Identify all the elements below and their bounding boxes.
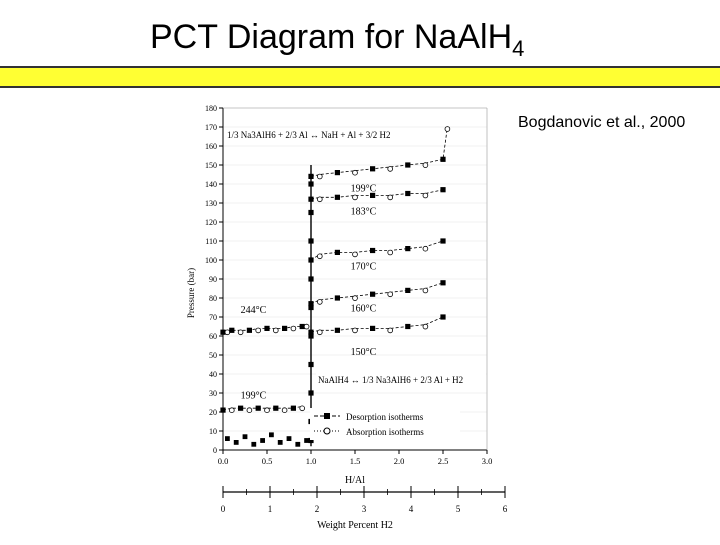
absorption-point: [238, 330, 243, 335]
desorption-point: [440, 238, 445, 243]
series-line: [223, 406, 302, 410]
desorption-point: [440, 157, 445, 162]
y-tick-label: 40: [209, 370, 217, 379]
weight-percent-axis: [221, 486, 508, 514]
absorption-point: [317, 254, 322, 259]
reaction-bottom-label: NaAlH4 ↔ 1/3 Na3AlH6 + 2/3 Al + H2: [318, 375, 464, 385]
x-tick-label: 2.0: [393, 456, 405, 466]
y-tick-label: 70: [209, 313, 217, 322]
y-tick-label: 60: [209, 332, 217, 341]
low-pressure-point: [234, 440, 239, 445]
series-label: 199°C: [240, 390, 267, 402]
y-tick-label: 170: [205, 123, 217, 132]
y-tick-label: 160: [205, 142, 217, 151]
y-tick-label: 90: [209, 275, 217, 284]
desorption-point: [247, 328, 252, 333]
desorption-point: [273, 406, 278, 411]
absorption-point: [423, 324, 428, 329]
y-axis-label: Pressure (bar): [186, 267, 196, 319]
pct-chart-svg: [180, 98, 520, 540]
y-tick-label: 20: [209, 408, 217, 417]
x2-tick-label: 5: [455, 504, 461, 514]
absorption-point: [317, 300, 322, 305]
desorption-point: [256, 406, 261, 411]
low-pressure-point: [251, 442, 256, 447]
series-label: 160°C: [350, 303, 377, 315]
desorption-point: [405, 324, 410, 329]
absorption-point: [353, 252, 358, 257]
desorption-point: [335, 250, 340, 255]
y-tick-label: 150: [205, 161, 217, 170]
title-accent-bar: [0, 66, 720, 88]
x-tick-label: 1.0: [305, 456, 317, 466]
x2-tick-label: 6: [502, 504, 508, 514]
x-tick-label: 0.5: [261, 456, 273, 466]
x-tick-label: 3.0: [481, 456, 493, 466]
absorption-point: [388, 195, 393, 200]
desorption-point: [440, 187, 445, 192]
absorption-point: [265, 408, 270, 413]
desorption-point: [405, 162, 410, 167]
absorption-point: [388, 292, 393, 297]
slide-title-main: PCT Diagram for NaAlH: [150, 18, 513, 56]
transition-point: [308, 362, 313, 367]
x-tick-label: 0.0: [217, 456, 229, 466]
absorption-point: [423, 288, 428, 293]
x-axis-label: H/Al: [345, 475, 365, 486]
desorption-point: [282, 326, 287, 331]
x-tick-label: 1.5: [349, 456, 361, 466]
y-tick-label: 10: [209, 427, 217, 436]
desorption-point: [440, 314, 445, 319]
absorption-point: [388, 167, 393, 172]
low-pressure-point: [260, 438, 265, 443]
absorption-point: [291, 326, 296, 331]
absorption-point: [423, 246, 428, 251]
low-pressure-point: [278, 440, 283, 445]
absorption-point: [300, 406, 305, 411]
desorption-point: [220, 408, 225, 413]
absorption-point: [247, 408, 252, 413]
transition-point: [308, 181, 313, 186]
absorption-point: [353, 195, 358, 200]
series-line: [311, 241, 443, 260]
desorption-point: [264, 326, 269, 331]
pct-chart: [180, 98, 520, 540]
x2-tick-label: 2: [314, 504, 320, 514]
low-pressure-point: [295, 442, 300, 447]
desorption-point: [370, 326, 375, 331]
absorption-point: [353, 296, 358, 301]
absorption-point: [388, 328, 393, 333]
y-tick-label: 30: [209, 389, 217, 398]
low-pressure-point: [225, 436, 230, 441]
x2-tick-label: 1: [267, 504, 273, 514]
y-tick-label: 130: [205, 199, 217, 208]
desorption-point: [335, 170, 340, 175]
y-tick-label: 0: [213, 446, 217, 455]
reaction-top-box: [227, 130, 390, 140]
y-tick-label: 80: [209, 294, 217, 303]
absorption-point: [388, 250, 393, 255]
citation: Bogdanovic et al., 2000: [518, 114, 686, 131]
transition-point: [308, 210, 313, 215]
desorption-point: [405, 246, 410, 251]
transition-point: [308, 390, 313, 395]
legend-marker-desorption: [324, 413, 330, 419]
transition-point: [308, 238, 313, 243]
x2-tick-label: 0: [220, 504, 226, 514]
series-label: 183°C: [350, 206, 377, 218]
series-line: [311, 283, 443, 304]
series-line: [311, 317, 443, 332]
legend: [310, 408, 460, 440]
transition-point: [308, 333, 313, 338]
series-label: 150°C: [350, 347, 377, 358]
desorption-point: [291, 406, 296, 411]
y-tick-label: 100: [205, 256, 217, 265]
x2-tick-label: 4: [408, 504, 414, 514]
y-tick-label: 120: [205, 218, 217, 227]
desorption-point: [238, 406, 243, 411]
absorption-point: [317, 174, 322, 179]
low-pressure-point: [243, 434, 248, 439]
low-pressure-point: [287, 436, 292, 441]
desorption-point: [335, 195, 340, 200]
series-label: 170°C: [350, 261, 377, 273]
x2-axis-label: Weight Percent H2: [317, 520, 393, 531]
absorption-point: [353, 328, 358, 333]
x2-tick-label: 3: [361, 504, 367, 514]
absorption-point: [353, 170, 358, 175]
desorption-point: [229, 328, 234, 333]
legend-label-absorption: Absorption isotherms: [346, 427, 424, 437]
desorption-point: [370, 248, 375, 253]
desorption-point: [335, 295, 340, 300]
desorption-point: [370, 292, 375, 297]
transition-point: [308, 305, 313, 310]
reaction-bottom-box: [316, 370, 486, 388]
desorption-point: [370, 166, 375, 171]
legend-marker-absorption: [324, 428, 330, 434]
desorption-point: [405, 191, 410, 196]
absorption-point: [317, 330, 322, 335]
absorption-point: [445, 127, 450, 132]
x-tick-label: 2.5: [437, 456, 449, 466]
slide-title-subscript: 4: [512, 36, 525, 61]
y-tick-label: 50: [209, 351, 217, 360]
label-layer: [241, 184, 377, 402]
absorption-point: [423, 163, 428, 168]
absorption-point: [273, 328, 278, 333]
legend-label-desorption: Desorption isotherms: [346, 412, 424, 422]
desorption-point: [335, 328, 340, 333]
absorption-point: [317, 197, 322, 202]
y-tick-label: 110: [205, 237, 217, 246]
series-label: 244°C: [240, 305, 267, 317]
reaction-top-label: 1/3 Na3AlH6 + 2/3 Al ↔ NaH + Al + 3/2 H2: [227, 130, 391, 140]
y-tick-label: 180: [205, 104, 217, 113]
slide-title: [150, 18, 524, 62]
transition-point: [308, 276, 313, 281]
absorption-point: [225, 330, 230, 335]
absorption-point: [304, 324, 309, 329]
y-tick-label: 140: [205, 180, 217, 189]
absorption-point: [256, 328, 261, 333]
low-pressure-point: [304, 438, 309, 443]
absorption-point: [229, 408, 234, 413]
absorption-point: [423, 193, 428, 198]
low-pressure-point: [269, 432, 274, 437]
absorption-point: [282, 408, 287, 413]
series-label: 199°C: [350, 183, 377, 195]
desorption-point: [405, 288, 410, 293]
desorption-point: [440, 280, 445, 285]
